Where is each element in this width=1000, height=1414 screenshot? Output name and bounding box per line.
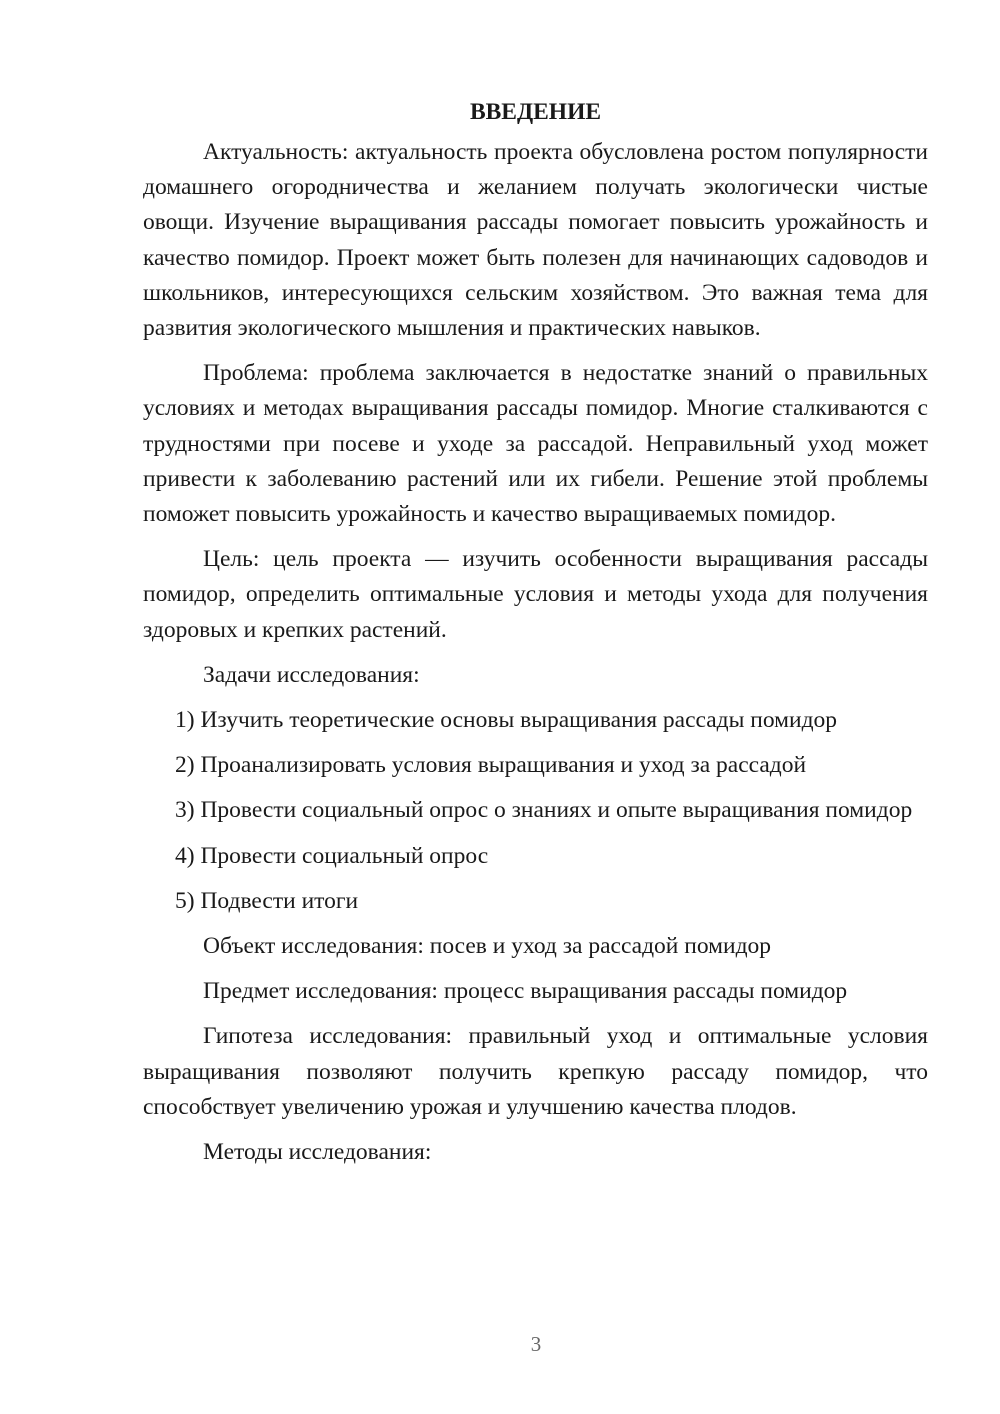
section-title: ВВЕДЕНИЕ (469, 99, 602, 125)
problem-paragraph: Проблема: проблема заключается в недостатке знаний о правильных условиях и методах выращивания рассады помидор. Многие сталкиваются с трудностями при посеве и уходе за рассадой. Неправильный уход может привести к заболеванию растений или их гибели. Решение этой проблемы поможет повысить урожайность и качество выращиваемых помидор. (143, 360, 928, 528)
task-item: 1) Изучить теоретические основы выращивания рассады помидор (175, 707, 838, 734)
research-subject: Предмет исследования: процесс выращивания рассады помидор (203, 978, 848, 1005)
page-number: 3 (530, 1332, 542, 1356)
relevance-paragraph: Актуальность: актуальность проекта обусловлена ростом популярности домашнего огородничества и желанием получать экологически чистые овощи. Изучение выращивания рассады помогает повысить урожайность и качество помидор. Проект может быть полезен для начинающих садоводов и школьников, интересующихся сельским хозяйством. Это важная тема для развития экологического мышления и практических навыков. (143, 139, 928, 342)
research-methods: Методы исследования: (203, 1139, 432, 1166)
task-item: 2) Проанализировать условия выращивания и уход за рассадой (175, 752, 807, 779)
task-item: 4) Провести социальный опрос (175, 842, 489, 869)
document-page (143, 95, 928, 1180)
tasks-heading: Задачи исследования: (203, 661, 420, 688)
research-object: Объект исследования: посев и уход за рассадой помидор (203, 933, 772, 960)
research-hypothesis: Гипотеза исследования: правильный уход и оптимальные условия выращивания позволяют получить крепкую рассаду помидор, что способствует увеличению урожая и улучшению качества плодов. (143, 1023, 928, 1120)
goal-paragraph: Цель: цель проекта — изучить особенности выращивания рассады помидор, определить оптимальные условия и методы ухода для получения здоровых и крепких растений. (143, 546, 928, 643)
task-item: 3) Провести социальный опрос о знаниях и опыте выращивания помидор (175, 797, 913, 824)
task-item: 5) Подвести итоги (175, 887, 359, 914)
